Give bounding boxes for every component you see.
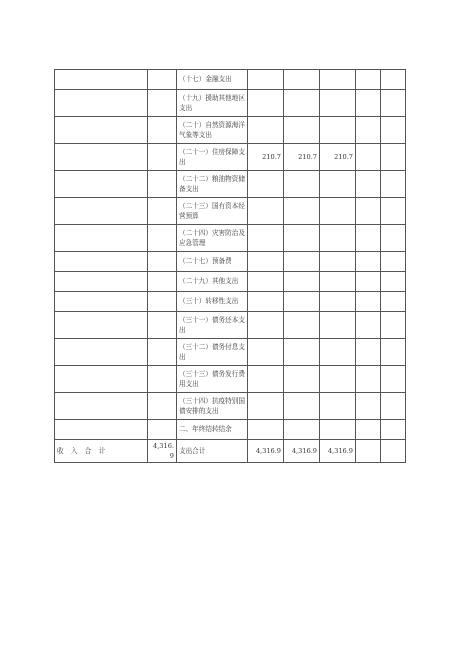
value-cell xyxy=(320,90,356,117)
value-cell xyxy=(284,225,320,252)
value-cell xyxy=(248,339,284,366)
table-row xyxy=(55,171,406,198)
value-cell xyxy=(284,292,320,312)
value-cell xyxy=(248,292,284,312)
value-cell xyxy=(248,90,284,117)
expense-item: （二十）自然资源海洋气象等支出 xyxy=(177,117,248,144)
expense-item: （二十九）其他支出 xyxy=(177,272,248,292)
value-cell xyxy=(320,198,356,225)
value-cell xyxy=(320,70,356,90)
total-row xyxy=(55,440,406,463)
table-row xyxy=(55,252,406,272)
expense-item: （十九）援助其他地区支出 xyxy=(177,90,248,117)
budget-table xyxy=(54,69,406,463)
value-cell xyxy=(284,70,320,90)
table-row xyxy=(55,198,406,225)
value-cell xyxy=(284,312,320,339)
expense-item: 二、年终结转结余 xyxy=(177,420,248,440)
value-cell xyxy=(248,366,284,393)
value-cell xyxy=(284,198,320,225)
value-cell xyxy=(248,70,284,90)
value-cell xyxy=(320,292,356,312)
value-cell xyxy=(284,420,320,440)
expense-item: （二十三）国有资本经营预算 xyxy=(177,198,248,225)
value-cell: 210.7 xyxy=(248,144,284,171)
expense-total-label: 支出合计 xyxy=(177,440,248,463)
expense-item: （三十四）抗疫特别国债安排的支出 xyxy=(177,393,248,420)
value-cell xyxy=(284,339,320,366)
expense-item: （二十四）灾害防治及应急管理 xyxy=(177,225,248,252)
table-row xyxy=(55,70,406,90)
expense-item: （三十一）债务还本支出 xyxy=(177,312,248,339)
value-cell xyxy=(284,366,320,393)
table-row xyxy=(55,312,406,339)
table-row xyxy=(55,366,406,393)
expense-item: （二十二）粮油物资储备支出 xyxy=(177,171,248,198)
value-cell xyxy=(320,339,356,366)
value-cell xyxy=(284,272,320,292)
value-cell xyxy=(320,272,356,292)
value-cell xyxy=(320,366,356,393)
table-row xyxy=(55,272,406,292)
value-cell xyxy=(248,272,284,292)
value-cell xyxy=(248,171,284,198)
table-row xyxy=(55,225,406,252)
table-row xyxy=(55,420,406,440)
table-row xyxy=(55,117,406,144)
value-cell xyxy=(284,171,320,198)
value-cell xyxy=(284,393,320,420)
value-cell xyxy=(248,252,284,272)
value-cell xyxy=(248,225,284,252)
value-cell: 210.7 xyxy=(284,144,320,171)
expense-item: （二十一）住房保障支出 xyxy=(177,144,248,171)
table-row xyxy=(55,292,406,312)
value-cell xyxy=(284,252,320,272)
total-value-cell: 4,316.9 xyxy=(320,440,356,463)
value-cell xyxy=(320,312,356,339)
value-cell xyxy=(320,225,356,252)
value-cell xyxy=(320,420,356,440)
value-cell xyxy=(248,420,284,440)
value-cell xyxy=(320,171,356,198)
table-row xyxy=(55,144,406,171)
expense-item: （三十二）债务付息支出 xyxy=(177,339,248,366)
income-total-value: 4,316.9 xyxy=(148,440,177,463)
expense-item: （三十）转移性支出 xyxy=(177,292,248,312)
value-cell xyxy=(320,393,356,420)
table-row xyxy=(55,90,406,117)
value-cell xyxy=(248,393,284,420)
table-row xyxy=(55,393,406,420)
value-cell xyxy=(320,252,356,272)
value-cell: 210.7 xyxy=(320,144,356,171)
value-cell xyxy=(248,198,284,225)
expense-item: （二十七）预备费 xyxy=(177,252,248,272)
table-row xyxy=(55,339,406,366)
value-cell xyxy=(284,117,320,144)
expense-item: （十七）金融支出 xyxy=(177,70,248,90)
expense-item: （三十三）债务发行费用支出 xyxy=(177,366,248,393)
total-value-cell: 4,316.9 xyxy=(248,440,284,463)
value-cell xyxy=(320,117,356,144)
total-value-cell: 4,316.9 xyxy=(284,440,320,463)
value-cell xyxy=(284,90,320,117)
income-total-label: 收 入 合 计 xyxy=(55,440,148,463)
value-cell xyxy=(248,312,284,339)
value-cell xyxy=(248,117,284,144)
